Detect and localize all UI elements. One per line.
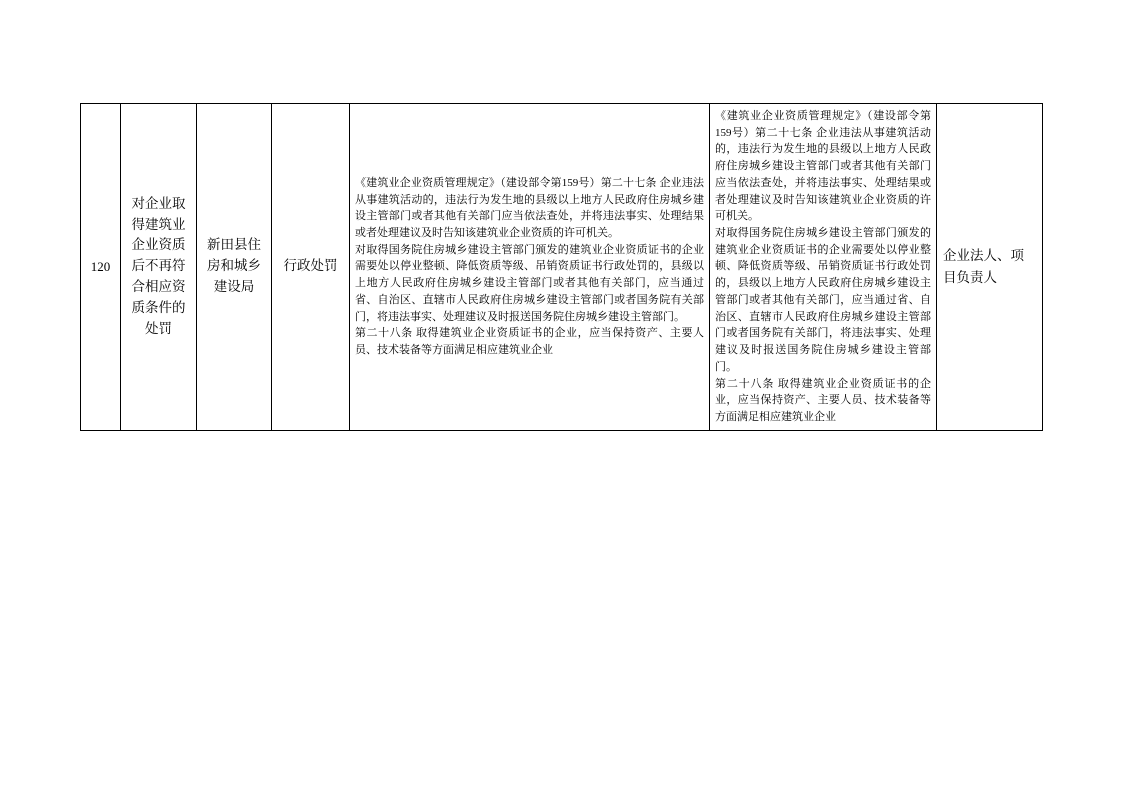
cell-item-name [121, 104, 197, 431]
action-type-text: 行政处罚 [283, 258, 338, 274]
legal-basis-block [350, 171, 709, 363]
sequence-number-text: 120 [90, 259, 111, 275]
cell-implementation-basis [710, 104, 937, 431]
implementation-paragraph-1: 《建筑业企业资质管理规定》（建设部令第159号）第二十七条 企业违法从事建筑活动的，违法行为发生地的县级以上地方人民政府住房城乡建设主管部门或者其他有关部门应当依法查处，并将违法事实、处理结果或者处理建议及时告知该建筑业企业资质的许可机关。 [715, 110, 931, 223]
cell-organization [197, 104, 272, 431]
item-name-text: 对企业取得建筑业企业资质后不再符合相应资质条件的处罚 [131, 195, 186, 337]
cell-sequence-number [81, 104, 121, 431]
cell-legal-basis [350, 104, 710, 431]
legal-basis-paragraph-1: 《建筑业企业资质管理规定》（建设部令第159号）第二十七条 企业违法从事建筑活动的，违法行为发生地的县级以上地方人民政府住房城乡建设主管部门或者其他有关部门应当依法查处，并将违法事实、处理结果或者处理建议及时告知该建筑业企业资质的许可机关。 [355, 176, 704, 240]
organization-text: 新田县住房和城乡建设局 [207, 237, 261, 295]
cell-responsible-party [937, 104, 1043, 431]
responsible-party-text: 企业法人、项目负责人 [943, 248, 1024, 285]
regulation-table [80, 103, 1043, 431]
implementation-paragraph-2: 对取得国务院住房城乡建设主管部门颁发的建筑业企业资质证书的企业需要处以停业整顿、降低资质等级、吊销资质证书行政处罚的，县级以上地方人民政府住房城乡建设主管部门或者其他有关部门，应当通过省、自治区、直辖市人民政府住房城乡建设主管部门或者国务院有关部门，将违法事实、处理建议及时报送国务院住房城乡建设主管部门。 [715, 227, 931, 373]
legal-basis-paragraph-2: 对取得国务院住房城乡建设主管部门颁发的建筑业企业资质证书的企业需要处以停业整顿、降低资质等级、吊销资质证书行政处罚的，县级以上地方人民政府住房城乡建设主管部门或者其他有关部门，应当通过省、自治区、直辖市人民政府住房城乡建设主管部门或者国务院有关部门，将违法事实、处理建议及时报送国务院住房城乡建设主管部门。 [355, 243, 704, 323]
table-row [81, 104, 1043, 431]
cell-action-type [272, 104, 350, 431]
implementation-paragraph-3: 第二十八条 取得建筑业企业资质证书的企业，应当保持资产、主要人员、技术装备等方面满足相应建筑业企业 [715, 377, 931, 423]
legal-basis-paragraph-3: 第二十八条 取得建筑业企业资质证书的企业，应当保持资产、主要人员、技术装备等方面满足相应建筑业企业 [355, 327, 704, 357]
implementation-basis-block [710, 104, 936, 430]
